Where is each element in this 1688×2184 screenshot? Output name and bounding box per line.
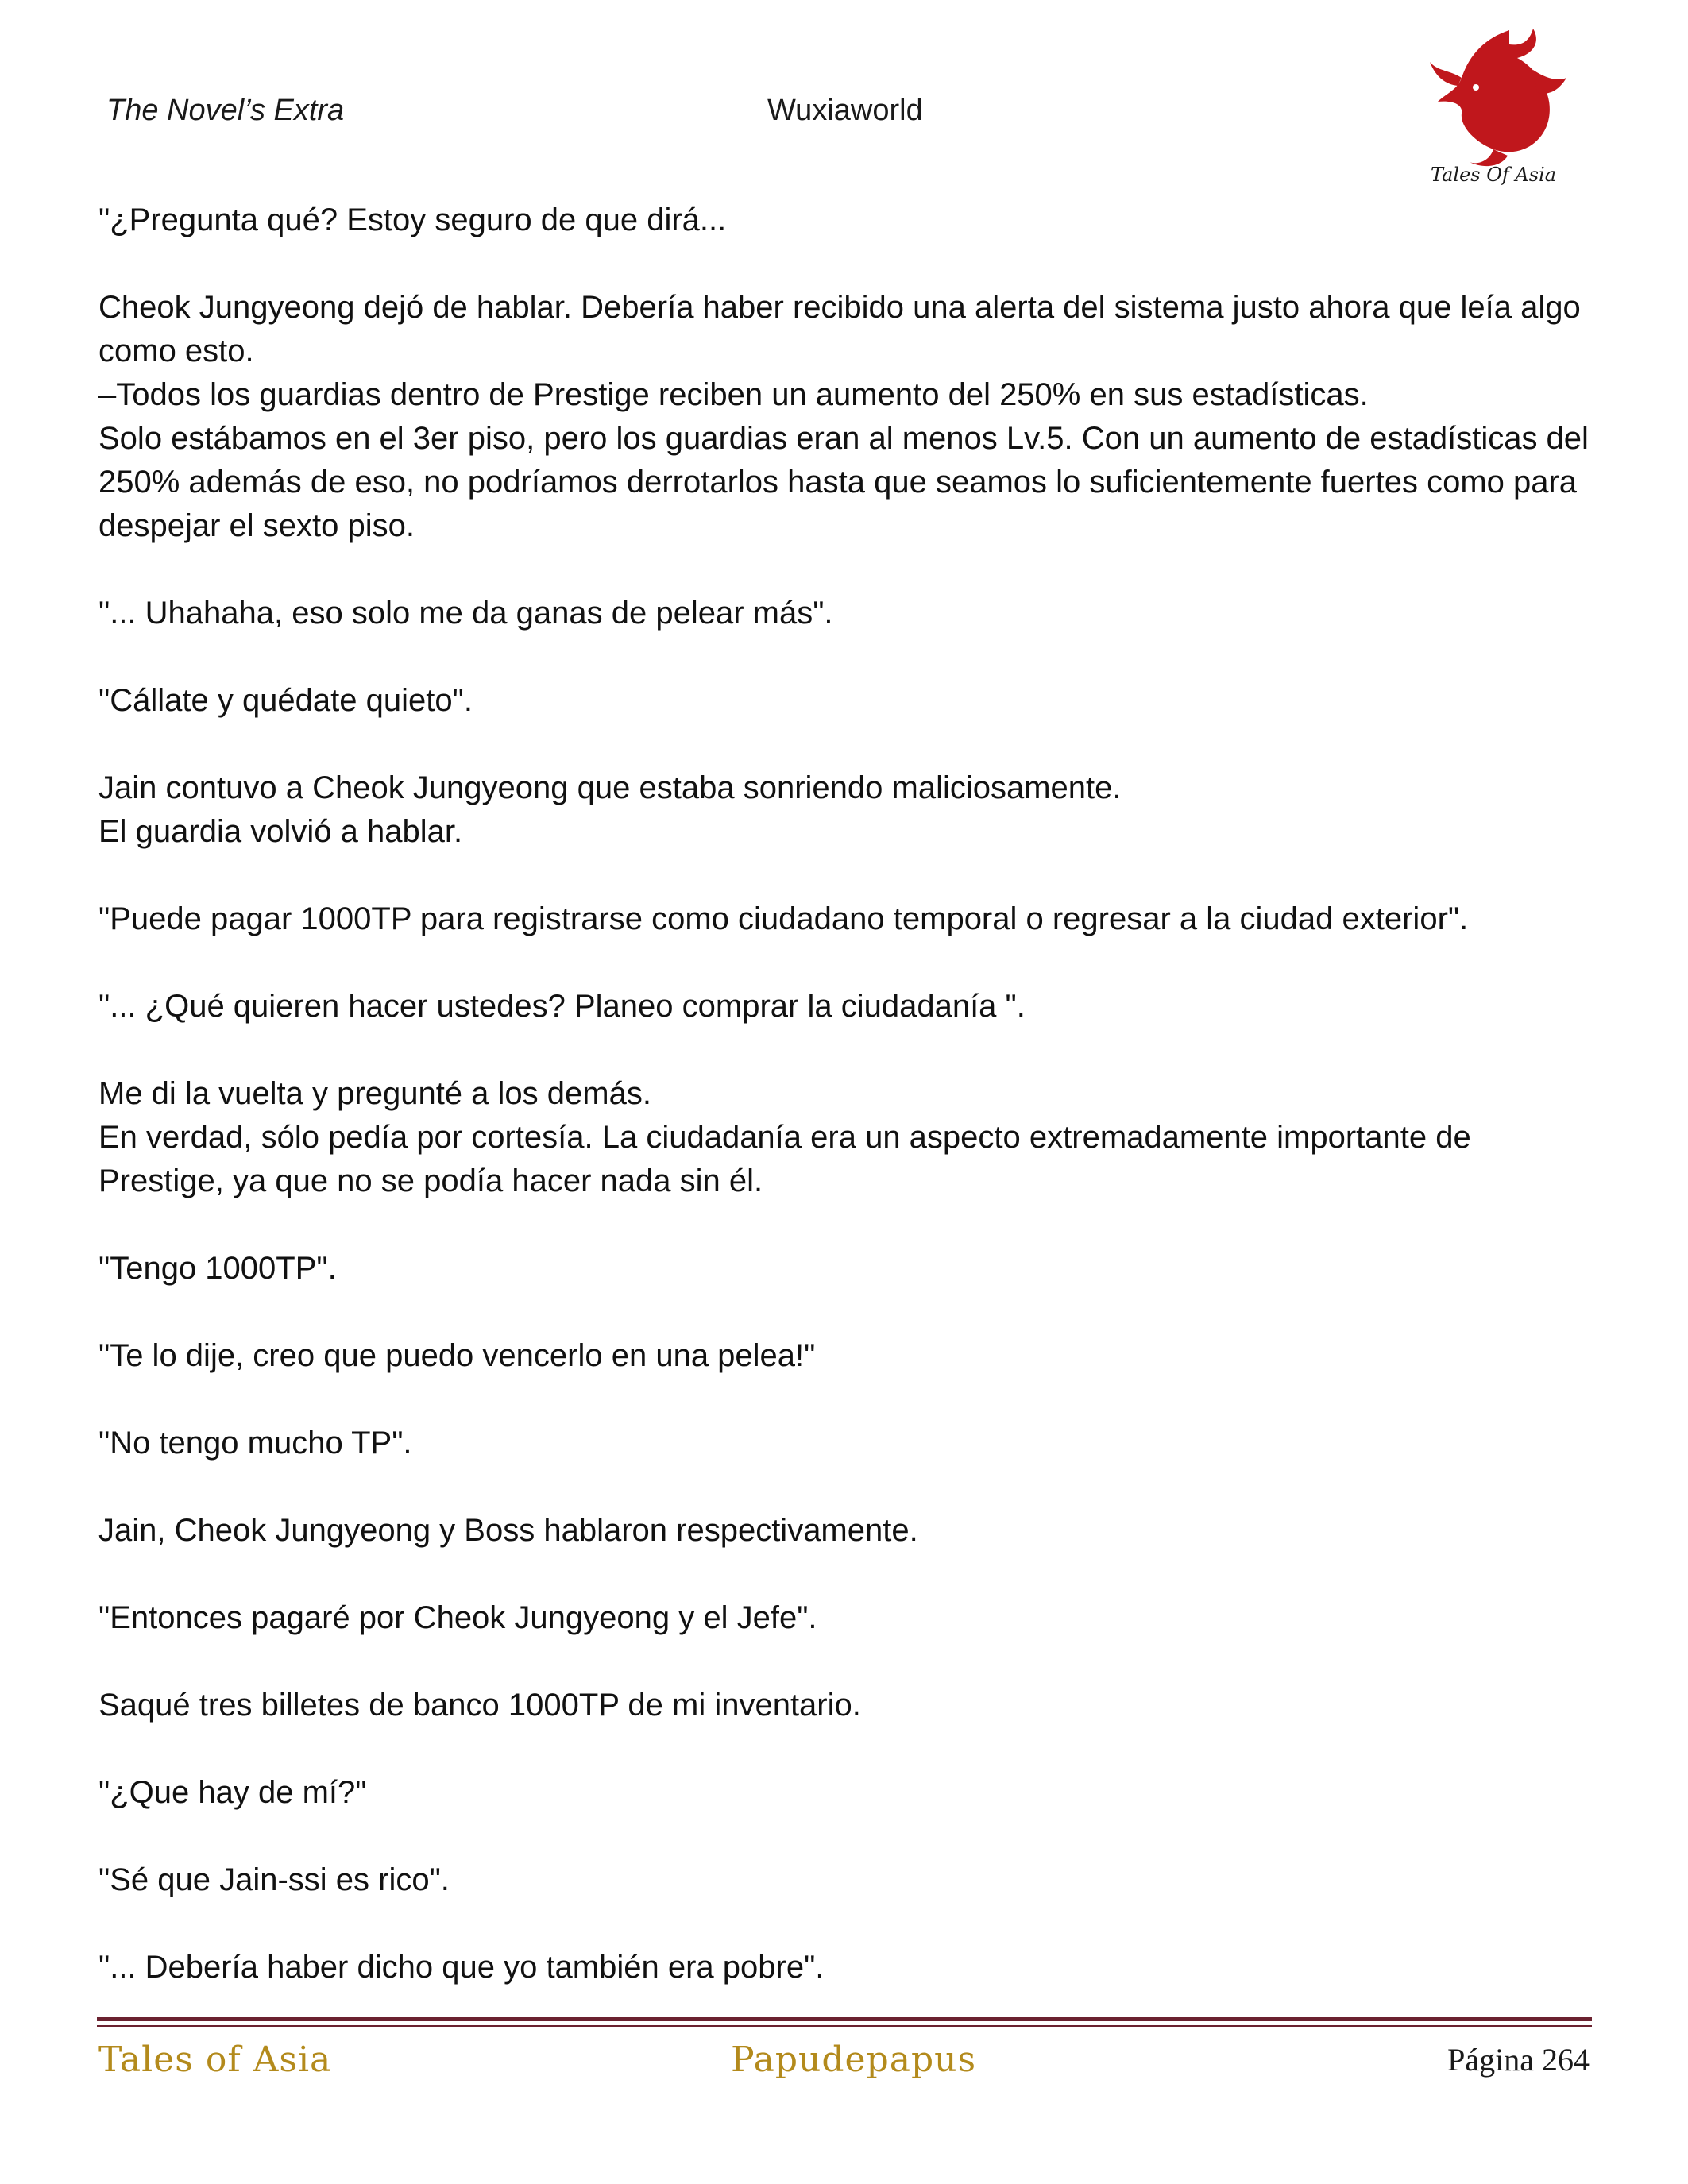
tales-of-asia-logo [1414, 22, 1573, 189]
paragraph-gap [98, 1203, 1592, 1247]
paragraph: "Tengo 1000TP". [98, 1251, 337, 1286]
footer-rule-thin [97, 2025, 1592, 2027]
paragraph: –Todos los guardias dentro de Prestige reciben un aumento del 250% en sus estadísticas. [98, 377, 1369, 412]
header-book-title: The Novel’s Extra [106, 94, 345, 127]
paragraph-gap [98, 1902, 1592, 1946]
paragraph: Cheok Jungyeong dejó de hablar. Debería haber recibido una alerta del sistema justo ahora que leía algo como esto. [98, 290, 1581, 369]
paragraph-gap [98, 941, 1592, 985]
paragraph-gap [98, 854, 1592, 897]
paragraph: "¿Que hay de mí?" [98, 1775, 367, 1810]
logo-text: Tales Of Asia [1430, 164, 1557, 186]
paragraph-gap [98, 635, 1592, 679]
paragraph-gap [98, 1028, 1592, 1072]
paragraph: "... Debería haber dicho que yo también era pobre". [98, 1950, 825, 1985]
page-number: Página 264 [1447, 2042, 1590, 2078]
paragraph: En verdad, sólo pedía por cortesía. La ciudadanía era un aspecto extremadamente importante de Prestige, ya que no se podía hacer nada sin él. [98, 1120, 1471, 1198]
paragraph: Jain, Cheok Jungyeong y Boss hablaron respectivamente. [98, 1513, 918, 1548]
paragraph-gap [98, 548, 1592, 592]
paragraph-gap [98, 1553, 1592, 1596]
footer-translator: Papudepapus [731, 2039, 977, 2080]
paragraph: "... Uhahaha, eso solo me da ganas de pelear más". [98, 596, 833, 631]
paragraph: "No tengo mucho TP". [98, 1426, 412, 1461]
paragraph: "Te lo dije, creo que puedo vencerlo en una pelea!" [98, 1338, 816, 1373]
paragraph: "¿Pregunta qué? Estoy seguro de que dirá... [98, 203, 727, 237]
footer-rule-thick [97, 2017, 1592, 2021]
paragraph: "... ¿Qué quieren hacer ustedes? Planeo comprar la ciudadanía ". [98, 989, 1026, 1024]
paragraph: "Puede pagar 1000TP para registrarse como ciudadano temporal o regresar a la ciudad exterior". [98, 901, 1469, 936]
paragraph-gap [98, 1378, 1592, 1422]
chapter-body [98, 199, 1592, 1989]
paragraph: "Cállate y quédate quieto". [98, 683, 473, 718]
footer-left-label: Tales of Asia [98, 2039, 332, 2080]
paragraph-gap [98, 1465, 1592, 1509]
header-site-name: Wuxiaworld [767, 94, 923, 127]
paragraph: Jain contuvo a Cheok Jungyeong que estaba sonriendo maliciosamente. [98, 770, 1122, 805]
paragraph: "Entonces pagaré por Cheok Jungyeong y el Jefe". [98, 1600, 817, 1635]
paragraph: Solo estábamos en el 3er piso, pero los guardias eran al menos Lv.5. Con un aumento de estadísticas del 250% además de eso, no podríamos derrotarlos hasta que seamos lo suficientemente fuertes como para despejar el sexto piso. [98, 421, 1589, 543]
paragraph: Me di la vuelta y pregunté a los demás. [98, 1076, 651, 1111]
paragraph-gap [98, 242, 1592, 286]
dragon-logo-icon [1414, 22, 1573, 189]
paragraph-gap [98, 1727, 1592, 1771]
paragraph-gap [98, 1291, 1592, 1334]
paragraph-gap [98, 723, 1592, 766]
paragraph: El guardia volvió a hablar. [98, 814, 463, 849]
paragraph: Saqué tres billetes de banco 1000TP de mi inventario. [98, 1688, 861, 1723]
paragraph-gap [98, 1815, 1592, 1858]
paragraph: "Sé que Jain-ssi es rico". [98, 1862, 450, 1897]
paragraph-gap [98, 1640, 1592, 1684]
